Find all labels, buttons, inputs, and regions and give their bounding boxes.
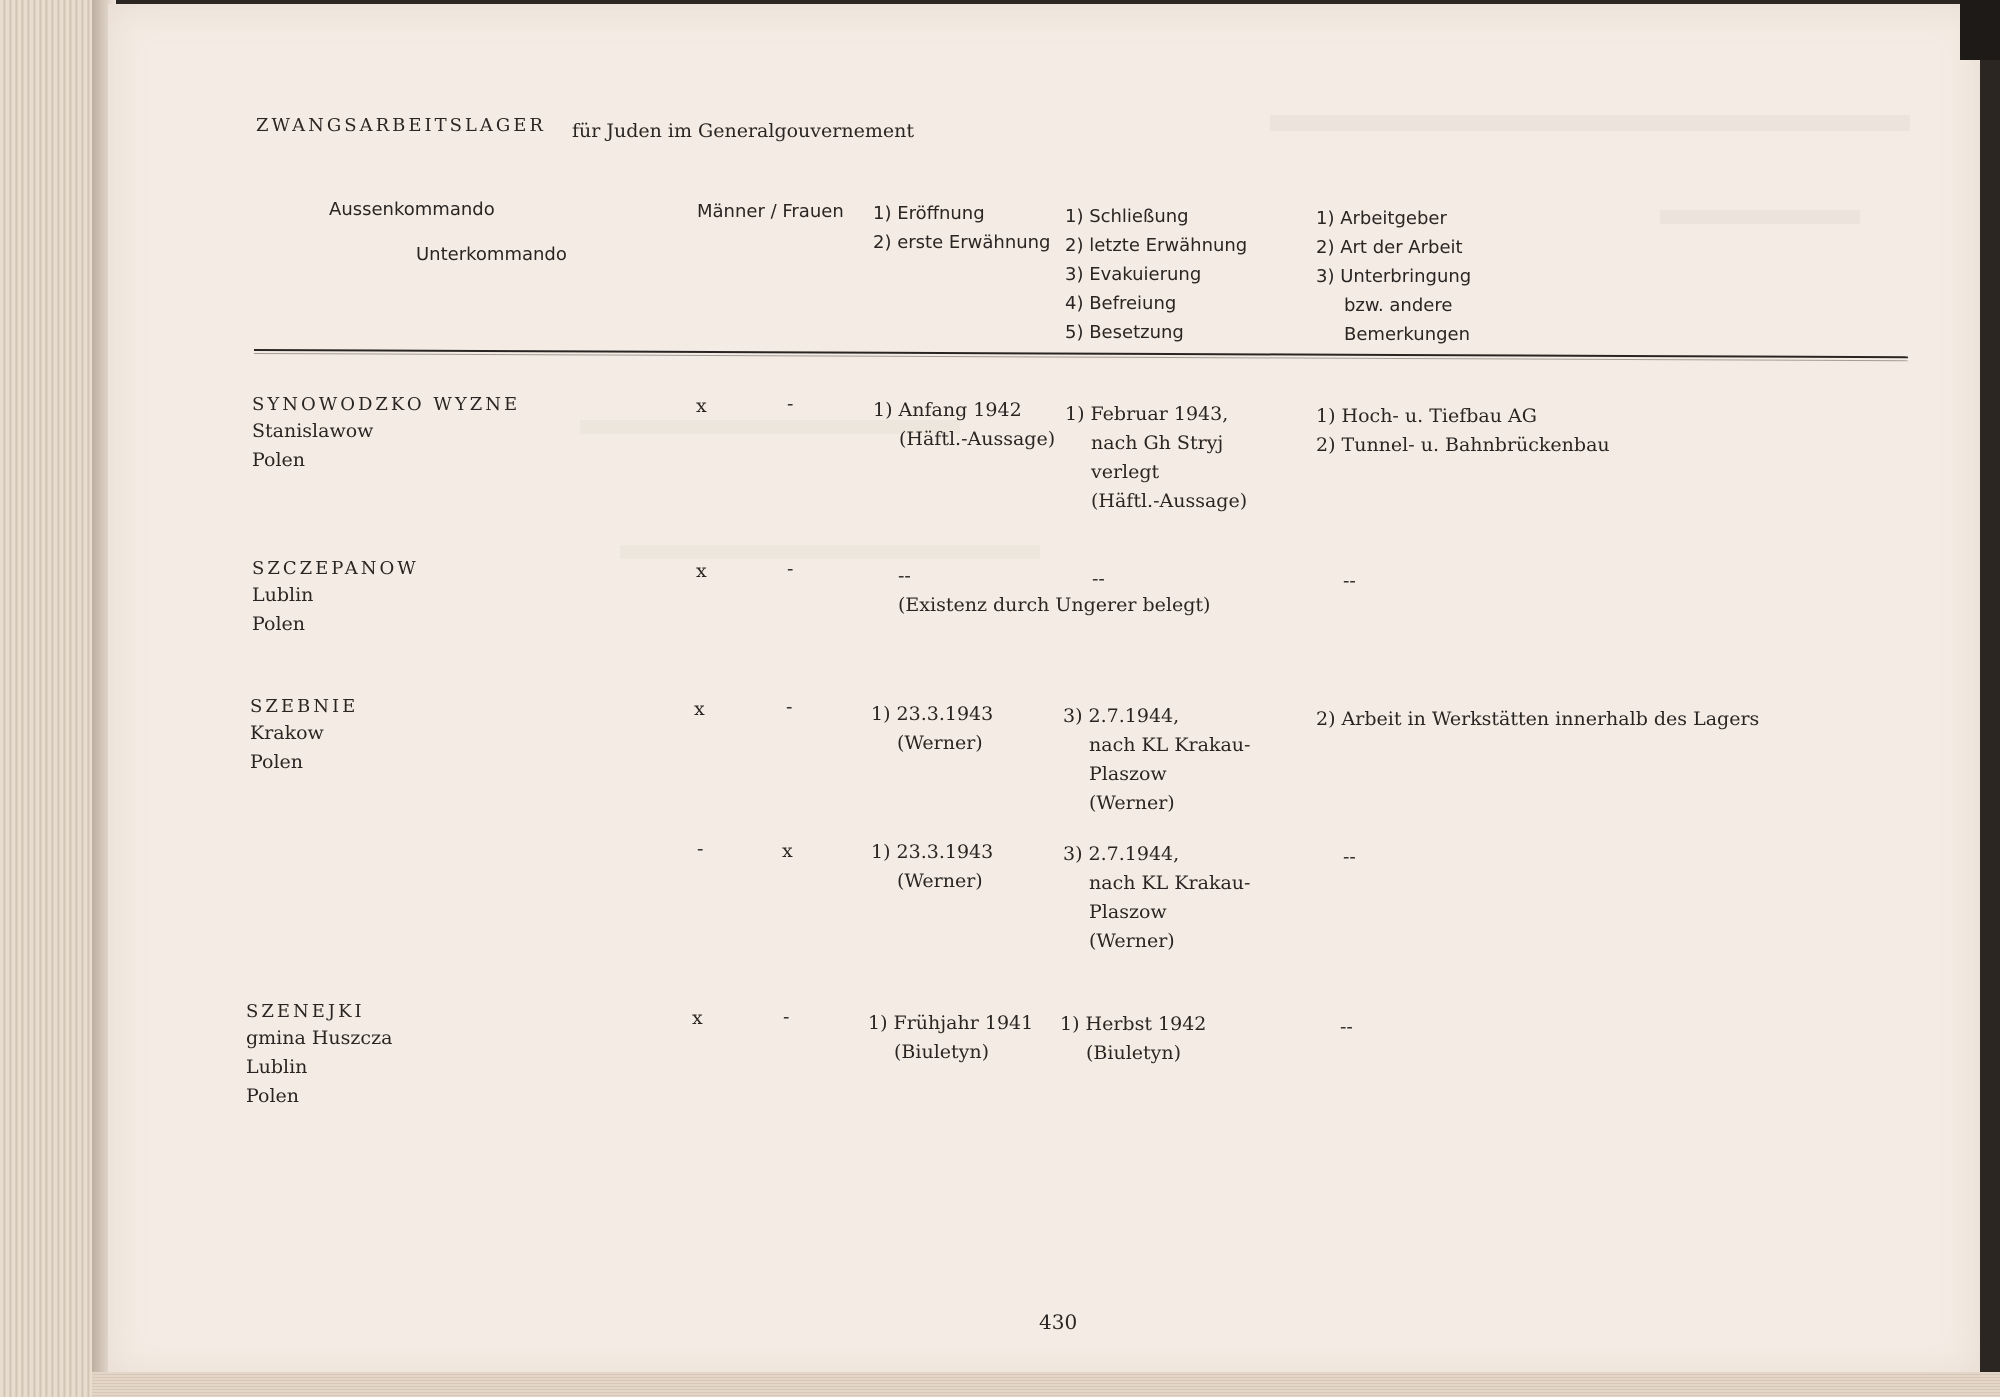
maenner-mark: x	[692, 1007, 703, 1029]
cell-line: (Werner)	[1089, 930, 1175, 952]
eroeffnung-cell	[868, 1009, 1033, 1067]
cell-line: (Häftl.-Aussage)	[1091, 490, 1248, 512]
col-header-line: 2) letzte Erwähnung	[1065, 235, 1248, 256]
bleed-through-shadow	[1270, 115, 1910, 131]
maenner-mark: x	[694, 698, 705, 720]
cell-line: --	[1343, 846, 1356, 868]
maenner-mark: -	[697, 838, 704, 860]
schliessung-cell	[1065, 400, 1247, 516]
cell-line: 1) Anfang 1942	[873, 399, 1022, 421]
location-line: Polen	[246, 1085, 300, 1107]
col-header-line: 2) erste Erwähnung	[873, 232, 1051, 253]
eroeffnung-cell	[873, 396, 1055, 454]
location-line: Lublin	[252, 584, 314, 606]
frauen-mark: x	[782, 840, 793, 862]
eroeffnung-cell	[898, 562, 1210, 620]
cell-line: 2) Arbeit in Werkstätten innerhalb des Lagers	[1316, 708, 1760, 730]
maenner-mark: x	[696, 395, 707, 417]
arbeitgeber-cell	[1316, 402, 1610, 460]
cell-line: 3) 2.7.1944,	[1063, 843, 1180, 865]
entry-location	[252, 554, 419, 639]
location-line: gmina Huszcza	[246, 1027, 393, 1049]
cell-line: Plaszow	[1089, 763, 1167, 785]
arbeitgeber-cell	[1343, 567, 1356, 596]
eroeffnung-cell	[871, 838, 993, 896]
cell-line: (Werner)	[897, 870, 983, 892]
cell-line: (Werner)	[897, 732, 983, 754]
book-bottom-edge	[92, 1372, 2000, 1397]
cell-line: nach KL Krakau-	[1089, 734, 1251, 756]
arbeitgeber-cell	[1343, 843, 1356, 872]
col-header-line: 5) Besetzung	[1065, 322, 1184, 343]
cell-line: (Werner)	[1089, 792, 1175, 814]
background-corner	[1960, 0, 2000, 60]
cell-line: --	[1340, 1016, 1353, 1038]
eroeffnung-cell	[871, 700, 993, 758]
entry-location	[246, 997, 392, 1111]
entry-location	[252, 390, 520, 475]
cell-line: nach KL Krakau-	[1089, 872, 1251, 894]
schliessung-cell	[1063, 840, 1250, 956]
col-header-line: 2) Art der Arbeit	[1316, 237, 1463, 258]
location-line: Polen	[252, 449, 306, 471]
cell-line: 3) 2.7.1944,	[1063, 705, 1180, 727]
cell-line: 2) Tunnel- u. Bahnbrückenbau	[1316, 434, 1610, 456]
col-header-line: 1) Arbeitgeber	[1316, 208, 1447, 229]
col-header-eroeffnung	[873, 199, 1051, 257]
col-header-maenner-frauen: Männer / Frauen	[697, 201, 844, 222]
location-line: Polen	[252, 613, 306, 635]
frauen-mark: -	[787, 558, 794, 580]
bleed-through-shadow	[620, 545, 1040, 559]
schliessung-cell	[1060, 1010, 1206, 1068]
col-header-line: bzw. andere	[1344, 295, 1453, 316]
header-title-rest: für Juden im Generalgouvernement	[572, 120, 914, 142]
frauen-mark: -	[787, 393, 794, 415]
header-title-caps: ZWANGSARBEITSLAGER	[256, 115, 546, 136]
arbeitgeber-cell	[1316, 705, 1759, 734]
cell-line: 1) 23.3.1943	[871, 841, 994, 863]
entry-location	[250, 692, 358, 777]
col-header-line: 4) Befreiung	[1065, 293, 1177, 314]
col-header-line: 3) Unterbringung	[1316, 266, 1472, 287]
maenner-mark: x	[696, 560, 707, 582]
arbeitgeber-cell	[1340, 1013, 1353, 1042]
col-header-line: 1) Schließung	[1065, 206, 1189, 227]
schliessung-cell	[1063, 702, 1250, 818]
entry-name: SZEBNIE	[250, 696, 359, 717]
frauen-mark: -	[786, 696, 793, 718]
cell-line: 1) Hoch- u. Tiefbau AG	[1316, 405, 1537, 427]
entry-name: SZCZEPANOW	[252, 558, 419, 579]
cell-line: verlegt	[1091, 461, 1160, 483]
cell-line: 1) Frühjahr 1941	[868, 1012, 1034, 1034]
col-header-line: 3) Evakuierung	[1065, 264, 1202, 285]
col-header-schliessung	[1065, 202, 1247, 347]
entry-name: SYNOWODZKO WYZNE	[252, 394, 521, 415]
cell-line: --	[898, 565, 911, 587]
location-line: Krakow	[250, 722, 324, 744]
cell-line: 1) 23.3.1943	[871, 703, 994, 725]
cell-line: 1) Herbst 1942	[1060, 1013, 1207, 1035]
location-line: Stanislawow	[252, 420, 374, 442]
bleed-through-shadow	[1660, 210, 1860, 224]
cell-line: --	[1343, 570, 1356, 592]
cell-line: Plaszow	[1089, 901, 1167, 923]
schliessung-cell	[1092, 565, 1105, 594]
cell-line: (Biuletyn)	[1086, 1042, 1182, 1064]
book-page-edges	[0, 0, 92, 1397]
cell-line: (Biuletyn)	[894, 1041, 990, 1063]
cell-line: 1) Februar 1943,	[1065, 403, 1229, 425]
col-header-line: 1) Eröffnung	[873, 203, 985, 224]
location-line: Lublin	[246, 1056, 308, 1078]
cell-line: (Häftl.-Aussage)	[899, 428, 1056, 450]
cell-line: --	[1092, 568, 1105, 590]
col-header-line: Bemerkungen	[1344, 324, 1471, 345]
page-number: 430	[1039, 1310, 1078, 1334]
col-header-unterkommando: Unterkommando	[416, 244, 567, 265]
frauen-mark: -	[783, 1006, 790, 1028]
col-header-arbeitgeber	[1316, 204, 1471, 349]
cell-line: (Existenz durch Ungerer belegt)	[898, 594, 1211, 616]
cell-line: nach Gh Stryj	[1091, 432, 1224, 454]
entry-name: SZENEJKI	[246, 1001, 365, 1022]
col-header-aussenkommando: Aussenkommando	[329, 199, 495, 220]
location-line: Polen	[250, 751, 304, 773]
